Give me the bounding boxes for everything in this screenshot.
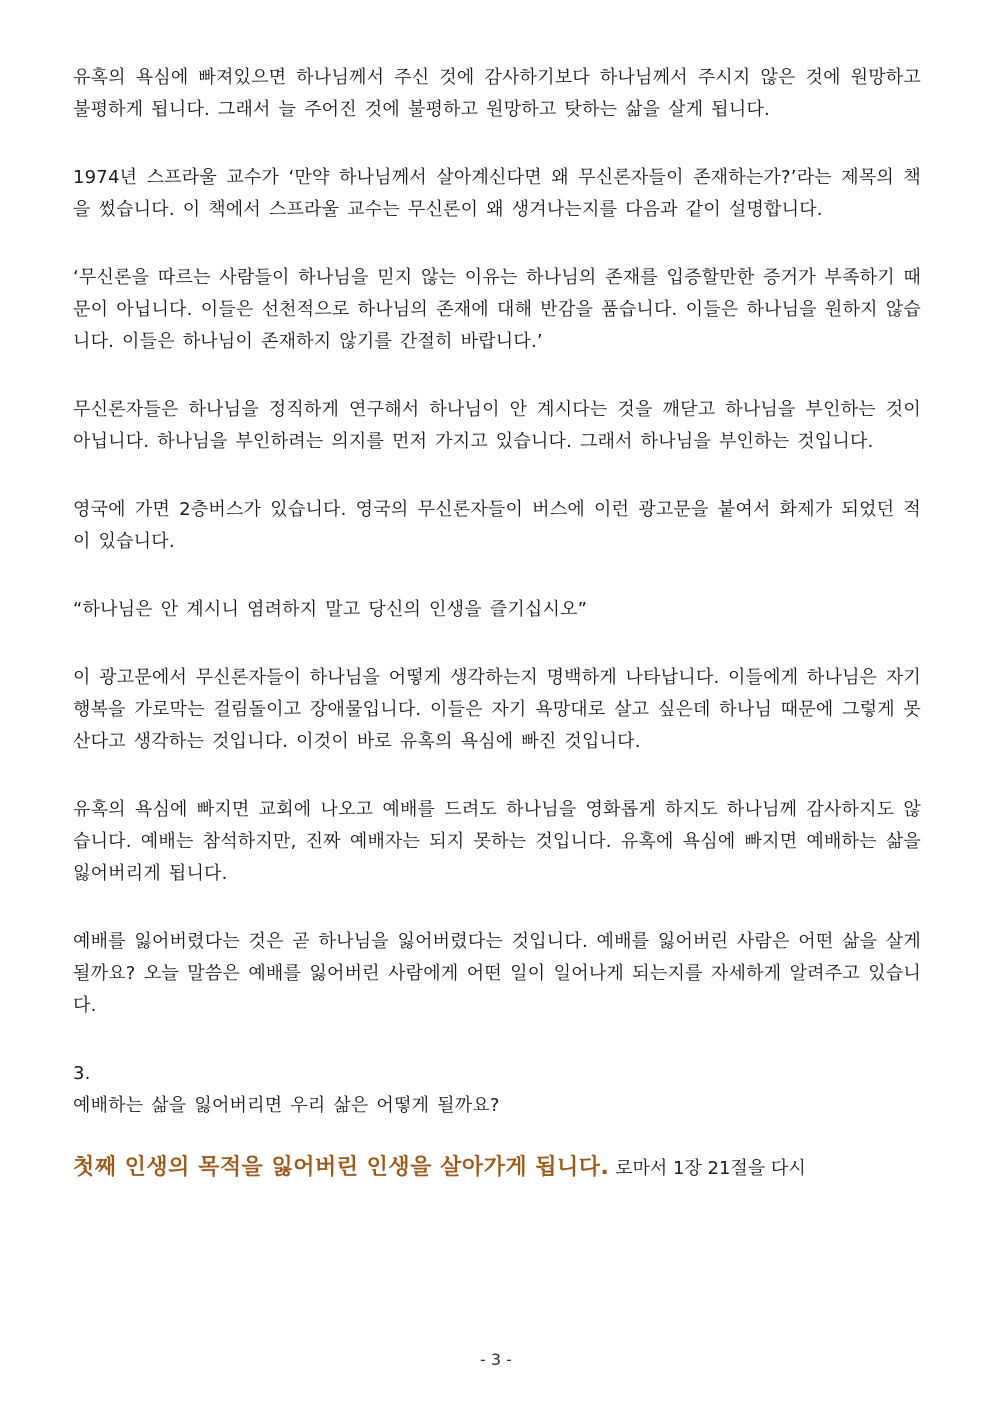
paragraph-temptation-complaint: 유혹의 욕심에 빠져있으면 하나님께서 주신 것에 감사하기보다 하나님께서 주시지 않은 것에 원망하고 불평하게 됩니다. 그래서 늘 주어진 것에 불평하고 원망하고 탓하는 삶을 살게 됩니다.	[73, 67, 921, 120]
section-number: 3.	[73, 1063, 91, 1084]
closing-line	[73, 1152, 921, 1185]
section-block	[73, 1058, 921, 1122]
page-number: - 3 -	[480, 1350, 512, 1369]
section-question: 예배하는 삶을 잃어버리면 우리 삶은 어떻게 될까요?	[73, 1095, 500, 1116]
paragraph-sproul-book: 1974년 스프라울 교수가 ‘만약 하나님께서 살아계신다면 왜 무신론자들이 존재하는가?’라는 제목의 책을 썼습니다. 이 책에서 스프라울 교수는 무신론이 왜 생겨나는지를 다음과 같이 설명합니다.	[73, 167, 921, 220]
document-body	[73, 62, 921, 1185]
paragraph-lost-god: 예배를 잃어버렸다는 것은 곧 하나님을 잃어버렸다는 것입니다. 예배를 잃어버린 사람은 어떤 삶을 살게 될까요? 오늘 말씀은 예배를 잃어버린 사람에게 어떤 일이 일어나게 되는지를 자세하게 알려주고 있습니다.	[73, 931, 921, 1016]
paragraph-atheists-deny: 무신론자들은 하나님을 정직하게 연구해서 하나님이 안 계시다는 것을 깨닫고 하나님을 부인하는 것이 아닙니다. 하나님을 부인하려는 의지를 먼저 가지고 있습니다. 그래서 하나님을 부인하는 것입니다.	[73, 399, 921, 452]
paragraph-bus-ad-quote: “하나님은 안 계시니 염려하지 말고 당신의 인생을 즐기십시오”	[73, 599, 588, 620]
paragraph-lost-worship: 유혹의 욕심에 빠지면 교회에 나오고 예배를 드려도 하나님을 영화롭게 하지도 하나님께 감사하지도 않습니다. 예배는 참석하지만, 진짜 예배자는 되지 못하는 것입니다. 유혹에 욕심에 빠지면 예배하는 삶을 잃어버리게 됩니다.	[73, 799, 921, 884]
paragraph-ad-meaning: 이 광고문에서 무신론자들이 하나님을 어떻게 생각하는지 명백하게 나타납니다. 이들에게 하나님은 자기 행복을 가로막는 걸림돌이고 장애물입니다. 이들은 자기 욕망대로 살고 싶은데 하나님 때문에 그렇게 못 산다고 생각하는 것입니다. 이것이 바로 유혹의 욕심에 빠진 것입니다.	[73, 667, 921, 752]
paragraph-sproul-quote: ‘무신론을 따르는 사람들이 하나님을 믿지 않는 이유는 하나님의 존재를 입증할만한 증거가 부족하기 때문이 아닙니다. 이들은 선천적으로 하나님의 존재에 대해 반감을 품습니다. 이들은 하나님을 원하지 않습니다. 이들은 하나님이 존재하지 않기를 간절히 바랍니다.’	[73, 267, 921, 352]
paragraph-uk-bus: 영국에 가면 2층버스가 있습니다. 영국의 무신론자들이 버스에 이런 광고문을 붙여서 화제가 되었던 적이 있습니다.	[73, 499, 921, 552]
highlight-heading: 첫째 인생의 목적을 잃어버린 인생을 살아가게 됩니다.	[73, 1155, 610, 1180]
closing-rest: 로마서 1장 21절을 다시	[609, 1158, 806, 1179]
